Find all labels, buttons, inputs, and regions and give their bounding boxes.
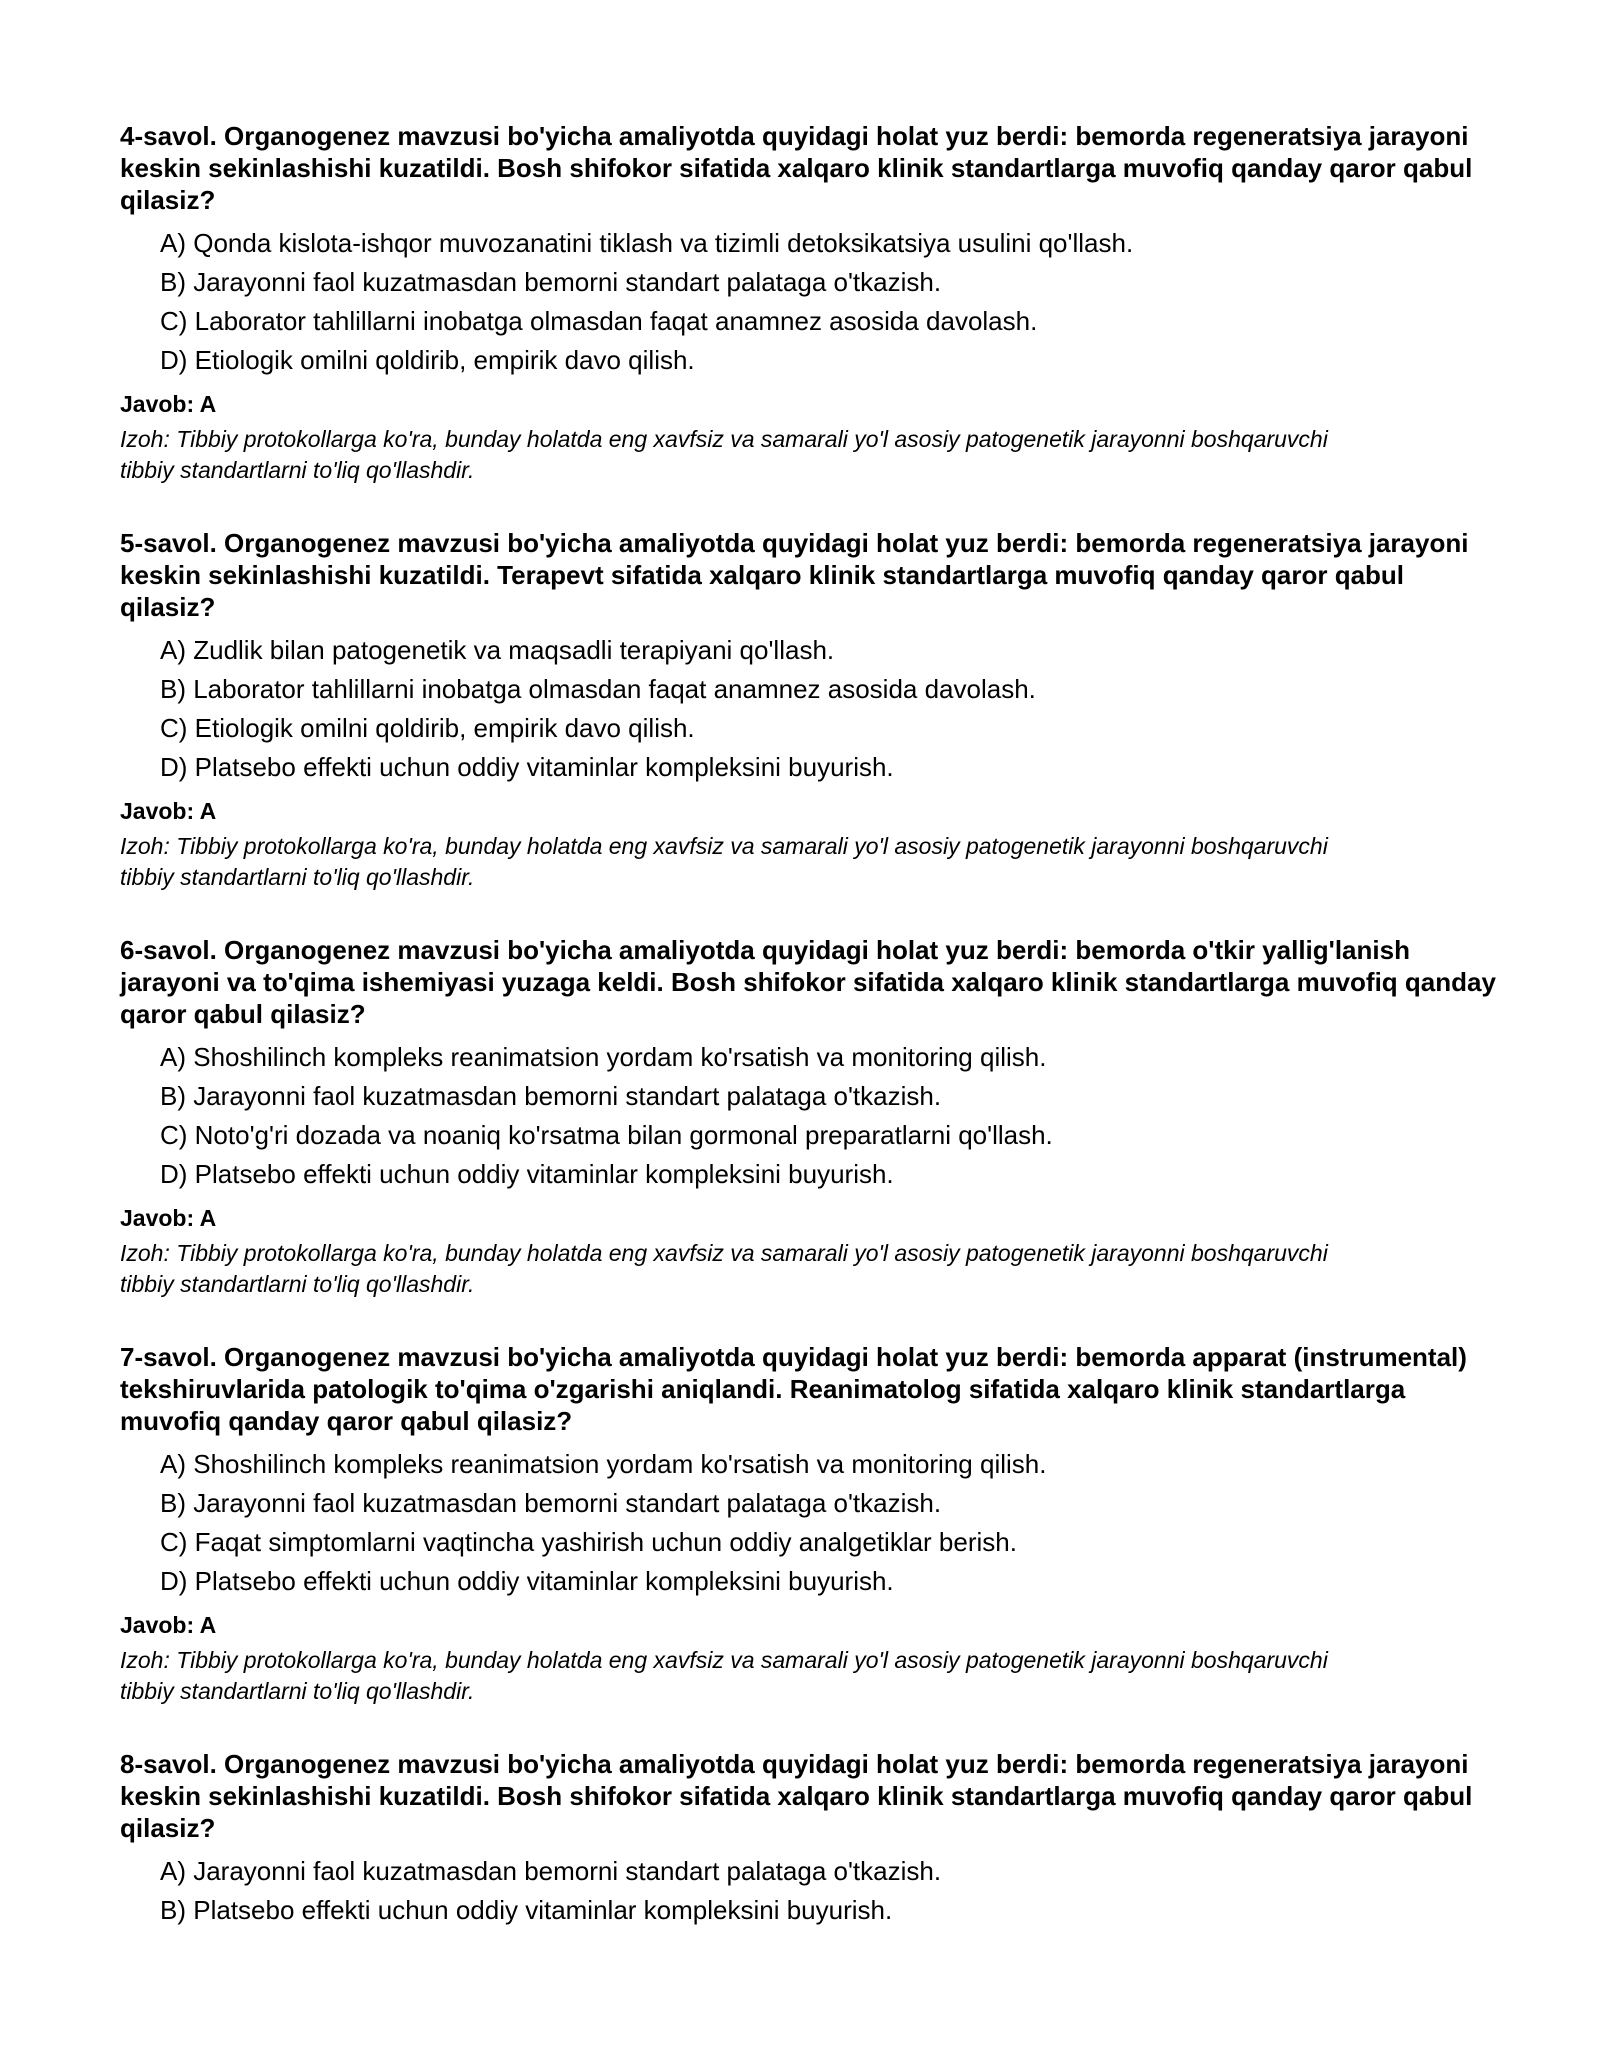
option-d: D) Platsebo effekti uchun oddiy vitaminlar kompleksini buyurish. (160, 752, 894, 782)
option-b: B) Platsebo effekti uchun oddiy vitaminlar kompleksini buyurish. (160, 1895, 893, 1925)
answer-label: Javob: A (120, 798, 217, 824)
option-a: A) Zudlik bilan patogenetik va maqsadli terapiyani qo'llash. (160, 635, 835, 665)
option-a: A) Shoshilinch kompleks reanimatsion yordam ko'rsatish va monitoring qilish. (160, 1449, 1047, 1479)
option-a: A) Shoshilinch kompleks reanimatsion yordam ko'rsatish va monitoring qilish. (160, 1042, 1047, 1072)
question-block (120, 1341, 1500, 1707)
option-b: B) Jarayonni faol kuzatmasdan bemorni standart palataga o'tkazish. (160, 267, 942, 297)
question-title: 7-savol. Organogenez mavzusi bo'yicha amaliyotda quyidagi holat yuz berdi: bemorda apparat (instrumental) tekshiruvlarida patologik to'qima o'zgarishi aniqlandi. Reanimatolog sifatida xalqaro klinik standartlarga muvofiq qanday qaror qabul qilasiz? (120, 1342, 1467, 1436)
question-block (120, 527, 1500, 893)
question-title: 6-savol. Organogenez mavzusi bo'yicha amaliyotda quyidagi holat yuz berdi: bemorda o'tkir yallig'lanish jarayoni va to'qima ishemiyasi yuzaga keldi. Bosh shifokor sifatida xalqaro klinik standartlarga muvofiq qanday qaror qabul qilasiz? (120, 935, 1496, 1029)
answer-label: Javob: A (120, 1612, 217, 1638)
option-d: D) Etiologik omilni qoldirib, empirik davo qilish. (160, 345, 695, 375)
answer-label: Javob: A (120, 391, 217, 417)
options-list (160, 1038, 1500, 1194)
option-b: B) Laborator tahlillarni inobatga olmasdan faqat anamnez asosida davolash. (160, 674, 1036, 704)
option-b: B) Jarayonni faol kuzatmasdan bemorni standart palataga o'tkazish. (160, 1488, 942, 1518)
options-list (160, 224, 1500, 380)
explanation-note: Izoh: Tibbiy protokollarga ko'ra, bunday holatda eng xavfsiz va samarali yo'l asosiy patogenetik jarayonni boshqaruvchi tibbiy standartlarni to'liq qo'llashdir. (120, 833, 1328, 890)
question-title: 8-savol. Organogenez mavzusi bo'yicha amaliyotda quyidagi holat yuz berdi: bemorda regeneratsiya jarayoni keskin sekinlashishi kuzatildi. Bosh shifokor sifatida xalqaro klinik standartlarga muvofiq qanday qaror qabul qilasiz? (120, 1749, 1473, 1843)
option-b: B) Jarayonni faol kuzatmasdan bemorni standart palataga o'tkazish. (160, 1081, 942, 1111)
option-d: D) Platsebo effekti uchun oddiy vitaminlar kompleksini buyurish. (160, 1566, 894, 1596)
options-list (160, 1445, 1500, 1601)
explanation-note: Izoh: Tibbiy protokollarga ko'ra, bunday holatda eng xavfsiz va samarali yo'l asosiy patogenetik jarayonni boshqaruvchi tibbiy standartlarni to'liq qo'llashdir. (120, 426, 1328, 483)
option-a: A) Jarayonni faol kuzatmasdan bemorni standart palataga o'tkazish. (160, 1856, 942, 1886)
option-d: D) Platsebo effekti uchun oddiy vitaminlar kompleksini buyurish. (160, 1159, 894, 1189)
options-list (160, 631, 1500, 787)
option-a: A) Qonda kislota-ishqor muvozanatini tiklash va tizimli detoksikatsiya usulini qo'llash. (160, 228, 1134, 258)
answer-label: Javob: A (120, 1205, 217, 1231)
question-title: 4-savol. Organogenez mavzusi bo'yicha amaliyotda quyidagi holat yuz berdi: bemorda regeneratsiya jarayoni keskin sekinlashishi kuzatildi. Bosh shifokor sifatida xalqaro klinik standartlarga muvofiq qanday qaror qabul qilasiz? (120, 121, 1473, 215)
option-c: C) Faqat simptomlarni vaqtincha yashirish uchun oddiy analgetiklar berish. (160, 1527, 1017, 1557)
question-block (120, 934, 1500, 1300)
explanation-note: Izoh: Tibbiy protokollarga ko'ra, bunday holatda eng xavfsiz va samarali yo'l asosiy patogenetik jarayonni boshqaruvchi tibbiy standartlarni to'liq qo'llashdir. (120, 1647, 1328, 1704)
question-title: 5-savol. Organogenez mavzusi bo'yicha amaliyotda quyidagi holat yuz berdi: bemorda regeneratsiya jarayoni keskin sekinlashishi kuzatildi. Terapevt sifatida xalqaro klinik standartlarga muvofiq qanday qaror qabul qilasiz? (120, 528, 1469, 622)
question-block (120, 1748, 1500, 1930)
option-c: C) Laborator tahlillarni inobatga olmasdan faqat anamnez asosida davolash. (160, 306, 1038, 336)
options-list (160, 1852, 1500, 1930)
option-c: C) Noto'g'ri dozada va noaniq ko'rsatma bilan gormonal preparatlarni qo'llash. (160, 1120, 1053, 1150)
question-block (120, 120, 1500, 486)
option-c: C) Etiologik omilni qoldirib, empirik davo qilish. (160, 713, 695, 743)
explanation-note: Izoh: Tibbiy protokollarga ko'ra, bunday holatda eng xavfsiz va samarali yo'l asosiy patogenetik jarayonni boshqaruvchi tibbiy standartlarni to'liq qo'llashdir. (120, 1240, 1328, 1297)
